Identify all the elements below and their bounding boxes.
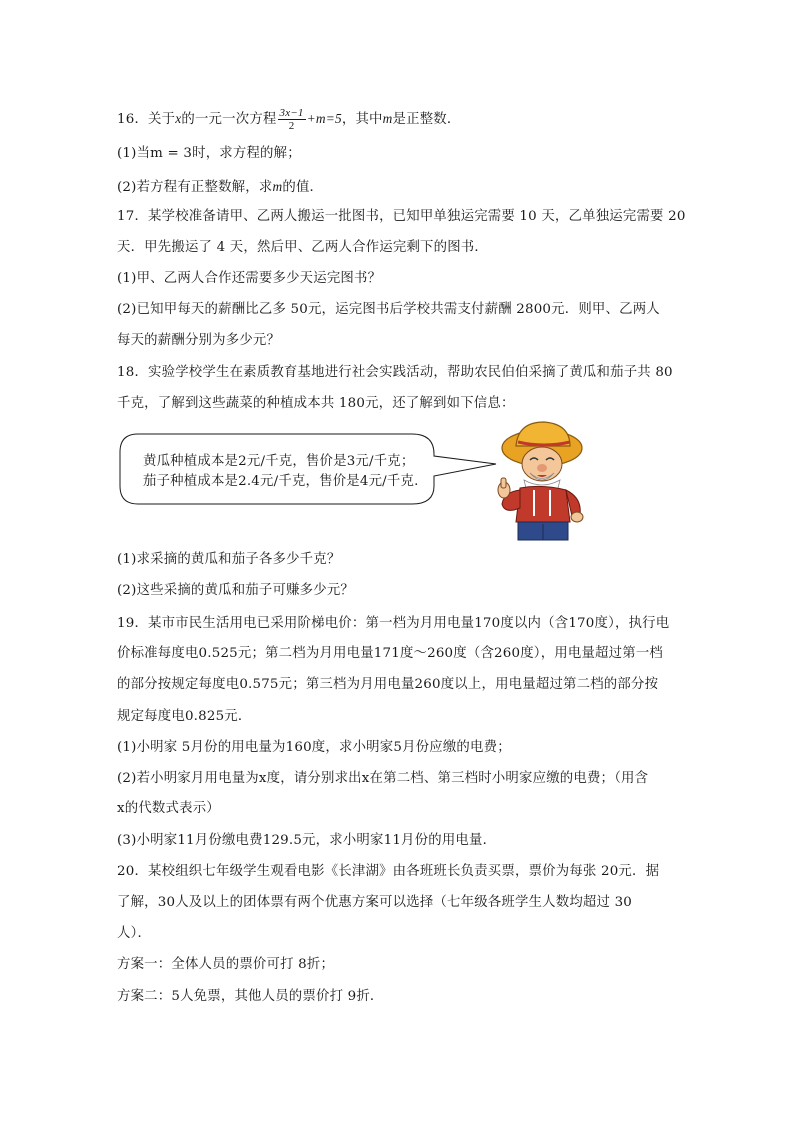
q20-plan1: 方案一：全体人员的票价可打 8折； [117, 957, 335, 972]
q17-line2: 天．甲先搬运了 4 天，然后甲、乙两人合作运完剩下的图书． [117, 240, 488, 255]
q17-sub2-line2: 每天的薪酬分别为多少元？ [117, 333, 281, 348]
q19-sub1: (1)小明家 5月份的用电量为160度，求小明家5月份应缴的电费； [117, 740, 511, 755]
q19-sub3: (3)小明家11月份缴电费129.5元，求小明家11月份的用电量． [117, 833, 497, 848]
q16-sub1: (1)当m = 3时，求方程的解； [117, 146, 301, 161]
q16-line1: 16．关于x的一元一次方程 $\frac{3x-1}{2}$ +m=5，其中m是正整数． [117, 107, 461, 132]
fraction: $\frac{3x-1}{2}$ [279, 107, 304, 132]
q18-line2: 千克，了解到这些蔬菜的种植成本共 180元，还了解到如下信息： [117, 396, 515, 411]
var-x: x [175, 111, 182, 126]
q18-sub2: (2)这些采摘的黄瓜和茄子可赚多少元？ [117, 583, 355, 598]
q18-line1: 18．实验学校学生在素质教育基地进行社会实践活动，帮助农民伯伯采摘了黄瓜和茄子共 80 [117, 365, 673, 380]
var-m: m [382, 111, 393, 126]
farmer-illustration [494, 418, 594, 543]
q20-line3: 人）． [117, 926, 152, 941]
q20-plan2: 方案二：5人免票，其他人员的票价打 9折． [117, 989, 384, 1004]
bubble-line1: 黄瓜种植成本是2元/千克，售价是3元/千克； [143, 454, 415, 469]
q19-sub2-line2: x的代数式表示） [117, 801, 220, 816]
q16-sub2: (2)若方程有正整数解，求m的值． [117, 179, 324, 195]
q20-line2: 了解，30人及以上的团体票有两个优惠方案可以选择（七年级各班学生人数均超过 30 [117, 895, 633, 910]
bubble-line2: 茄子种植成本是2.4元/千克，售价是4元/千克. [143, 474, 419, 489]
q19-line1: 19．某市市民生活用电已采用阶梯电价：第一档为月用电量170度以内（含170度），执行电 [117, 616, 670, 631]
speech-bubble [116, 430, 506, 510]
q17-sub2-line1: (2)已知甲每天的薪酬比乙多 50元，运完图书后学校共需支付薪酬 2800元．则甲、乙两人 [117, 302, 660, 317]
q19-line2: 价标准每度电0.525元；第二档为月用电量171度～260度（含260度），用电量超过第一档 [117, 646, 664, 661]
q19-sub2-line1: (2)若小明家月用电量为x度，请分别求出x在第二档、第三档时小明家应缴的电费；（用含 [117, 771, 649, 786]
q17-line1: 17．某学校准备请甲、乙两人搬运一批图书，已知甲单独运完需要 10 天，乙单独运完需要 20 [117, 209, 686, 224]
q17-sub1: (1)甲、乙两人合作还需要多少天运完图书？ [117, 271, 382, 286]
q19-line3: 的部分按规定每度电0.575元；第三档为月用电量260度以上，用电量超过第二档的部分按 [117, 677, 659, 692]
q18-sub1: (1)求采摘的黄瓜和茄子各多少千克？ [117, 552, 341, 567]
q19-line4: 规定每度电0.825元． [117, 709, 252, 724]
q20-line1: 20．某校组织七年级学生观看电影《长津湖》由各班班长负责买票，票价为每张 20元．据 [117, 864, 660, 879]
